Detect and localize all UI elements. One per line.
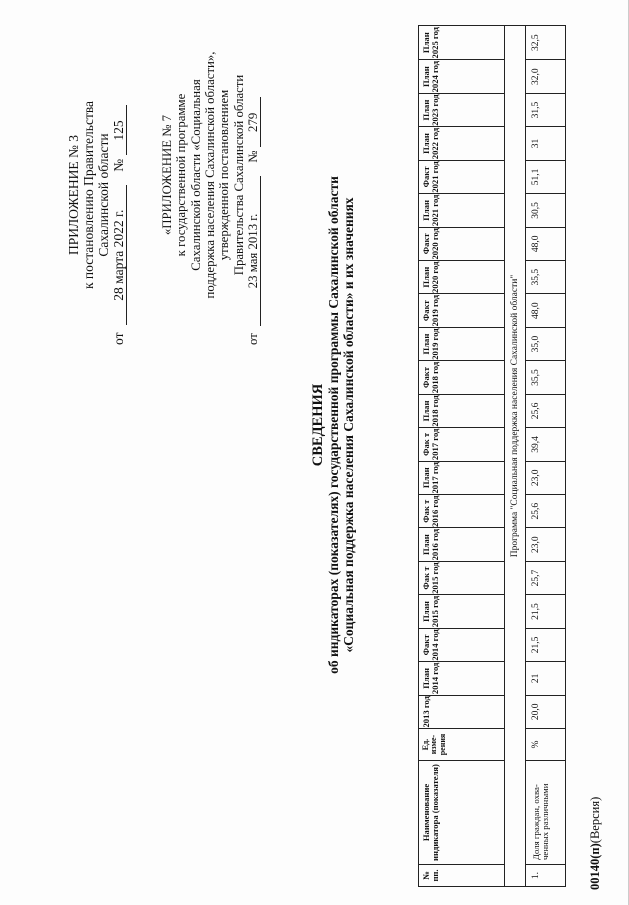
header-year-0: 2013 год (419, 695, 505, 728)
header-year-2: Факт 2014 год (419, 628, 505, 661)
row1-value-19: 32,0 (526, 59, 566, 92)
heading-line2: «Социальная поддержка населения Сахалинской области» и их значениях (341, 197, 357, 653)
header-year-12: Факт 2019 год (419, 293, 505, 326)
appendix-7-title: «ПРИЛОЖЕНИЕ № 7 (160, 114, 174, 236)
footer-code-number: 00140(п) (588, 843, 602, 890)
header-name: Наименование индикатора (показателя) (419, 760, 505, 864)
header-year-11: План 2019 год (419, 327, 505, 360)
header-num: № пп. (419, 864, 505, 886)
row1-num: 1. (526, 864, 566, 886)
header-year-10: Факт 2018 год (419, 360, 505, 393)
row1-value-17: 31 (526, 126, 566, 159)
appendix-3-block (66, 45, 127, 345)
row1-value-5: 23,0 (526, 527, 566, 560)
appendix-3-date: 28 марта 2022 г. (111, 185, 127, 325)
from-label: от (111, 332, 127, 345)
appendix-7-line5: Правительства Сахалинской области (231, 74, 246, 276)
header-year-1: План 2014 год (419, 661, 505, 694)
row1-value-14: 48,0 (526, 227, 566, 260)
header-year-13: План 2020 год (419, 260, 505, 293)
appendix-3-number: 125 (111, 106, 127, 156)
row1-value-16: 51,1 (526, 160, 566, 193)
header-year-6: Фак т 2016 год (419, 494, 505, 527)
header-unit: Ед. изме-рения (419, 728, 505, 760)
heading-title: СВЕДЕНИЯ (310, 383, 326, 467)
appendix-3-date-row (111, 45, 127, 345)
row1-value-13: 35,5 (526, 260, 566, 293)
header-year-9: План 2018 год (419, 394, 505, 427)
appendix-7-block (160, 5, 261, 345)
row1-value-11: 35,0 (526, 327, 566, 360)
row1-value-2: 21,5 (526, 628, 566, 661)
appendix-7-line3: поддержка населения Сахалинской области», (202, 51, 217, 299)
heading-line1: об индикаторах (показателях) государственной программы Сахалинской области (326, 176, 342, 674)
row1-value-8: 39,4 (526, 427, 566, 460)
number-label: № (245, 150, 260, 163)
row1-unit: % (526, 728, 566, 760)
row1-value-7: 23,0 (526, 461, 566, 494)
row1-value-6: 25,6 (526, 494, 566, 527)
row1-value-0: 20,0 (526, 695, 566, 728)
program-row: Программа "Социальная поддержка населения Сахалинской области" (505, 26, 526, 886)
row1-value-12: 48,0 (526, 293, 566, 326)
appendix-7-number: 279 (246, 97, 261, 147)
header-year-4: Фак т 2015 год (419, 561, 505, 594)
row1-value-20: 32,5 (531, 34, 541, 52)
indicators-table (418, 25, 566, 887)
row1-value-3: 21,5 (526, 594, 566, 627)
row1-name: Доля граждан, охва-ченных различными (526, 760, 566, 864)
header-year-16: Факт 2021 год (419, 160, 505, 193)
header-year-7: План 2017 год (419, 461, 505, 494)
row1-value-1: 21 (526, 661, 566, 694)
appendix-3-title: ПРИЛОЖЕНИЕ № 3 (66, 134, 81, 256)
row1-value-10: 35,5 (526, 360, 566, 393)
header-year-19: План 2024 год (419, 59, 505, 92)
header-year-3: План 2015 год (419, 594, 505, 627)
row1-value-15: 30,5 (526, 193, 566, 226)
row1-value-18: 31,5 (526, 93, 566, 126)
document-heading (310, 115, 356, 735)
appendix-3-line1: к постановлению Правительства (81, 100, 97, 290)
appendix-7-date: 23 мая 2013 г. (246, 176, 261, 326)
header-year-5: План 2016 год (419, 527, 505, 560)
appendix-7-line4: утвержденной постановлением (217, 89, 232, 261)
header-year-8: Фак т 2017 год (419, 427, 505, 460)
row1-value-4: 25,7 (526, 561, 566, 594)
appendix-7-line1: к государственной программе (174, 93, 189, 257)
header-year-20: План 2025 год (419, 26, 505, 59)
from-label: от (245, 333, 260, 345)
appendix-7-line2: Сахалинской области «Социальная (188, 79, 203, 271)
header-year-18: План 2023 год (419, 93, 505, 126)
appendix-7-date-row (246, 5, 261, 345)
row1-value-9: 25,6 (526, 394, 566, 427)
header-year-15: План 2021 год (419, 193, 505, 226)
footer-version: (Версия) (588, 796, 602, 844)
header-year-17: План 2022 год (419, 126, 505, 159)
footer-code (588, 797, 603, 890)
appendix-3-line2: Сахалинской области (96, 133, 112, 257)
header-year-14: Факт 2020 год (419, 227, 505, 260)
number-label: № (111, 158, 127, 172)
